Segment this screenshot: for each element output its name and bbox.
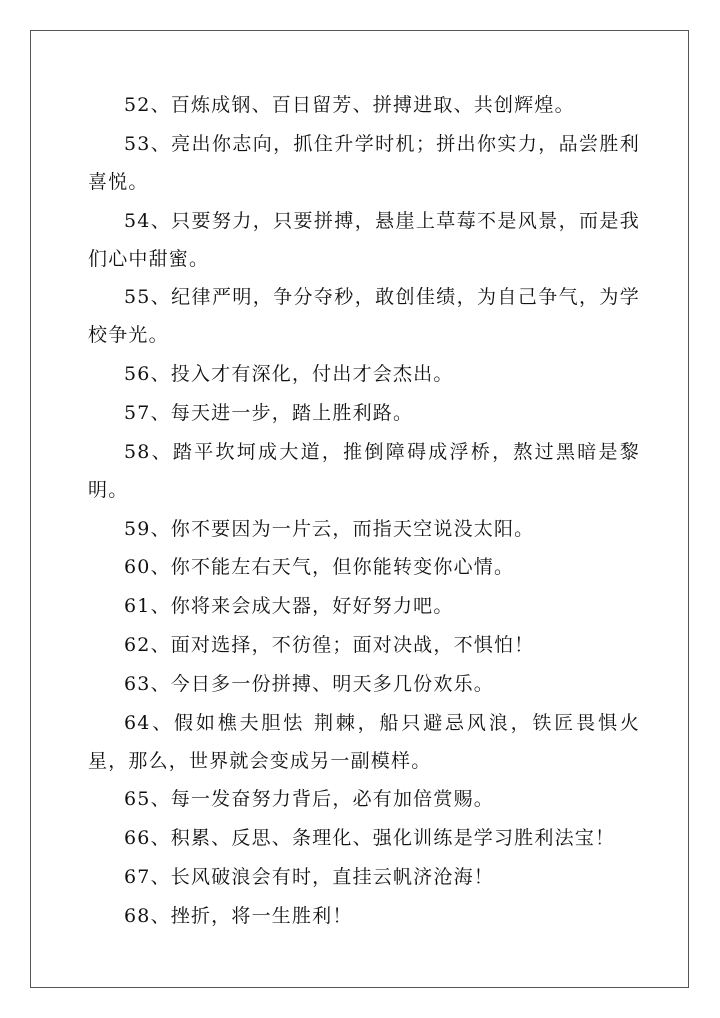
list-item: 52、百炼成钢、百日留芳、拼搏进取、共创辉煌。: [124, 94, 575, 116]
list-item: 62、面对选择，不彷徨；面对决战，不惧怕！: [124, 633, 535, 656]
list-item: 61、你将来会成大器，好好努力吧。: [124, 595, 454, 618]
list-item: 55、纪律严明，争分夺秒，敢创佳绩，为自己争气，为学校争光。: [88, 286, 640, 347]
list-item: 60、你不能左右天气，但你能转变你心情。: [124, 556, 515, 579]
list-item: 57、每天进一步，踏上胜利路。: [124, 401, 414, 424]
list-item: 64、假如樵夫胆怯 荆棘，船只避忌风浪，铁匠畏惧火星，那么，世界就会变成另一副模样。: [88, 711, 640, 772]
list-item: 66、积累、反思、条理化、强化训练是学习胜利法宝！: [124, 827, 616, 850]
list-item: 65、每一发奋努力背后，必有加倍赏赐。: [124, 788, 494, 811]
list-item: 53、亮出你志向，抓住升学时机；拼出你实力，品尝胜利喜悦。: [88, 132, 640, 193]
list-item: 63、今日多一份拼搏、明天多几份欢乐。: [124, 672, 494, 695]
list-item: 54、只要努力，只要拼搏，悬崖上草莓不是风景，而是我们心中甜蜜。: [88, 209, 640, 270]
list-item: 68、挫折，将一生胜利！: [124, 904, 353, 927]
list-item: 67、长风破浪会有时，直挂云帆济沧海！: [124, 865, 494, 888]
list-item: 59、你不要因为一片云，而指天空说没太阳。: [124, 517, 535, 540]
list-item: 56、投入才有深化，付出才会杰出。: [124, 363, 454, 386]
list-item: 58、踏平坎坷成大道，推倒障碍成浮桥，熬过黑暗是黎明。: [88, 440, 640, 501]
document-body: [88, 86, 640, 936]
